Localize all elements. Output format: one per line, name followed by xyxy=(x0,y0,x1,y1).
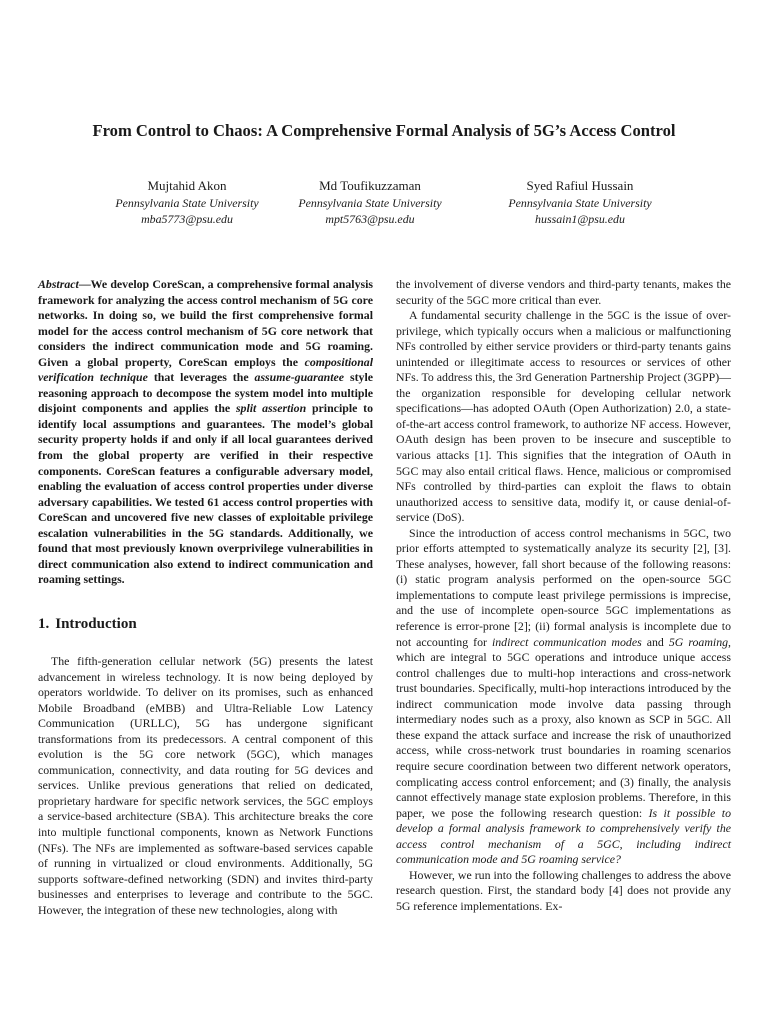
right-column xyxy=(396,277,731,914)
author-affiliation: Pennsylvania State University xyxy=(508,195,652,210)
abstract-text: —We develop CoreScan, a comprehensive formal analysis framework for analyzing the access control mechanism of 5G core networks. In doing so, we build the first comprehensive formal model for the access control mechanism of 5G core network that considers the indirect communication mode and 5G roaming. Given a global property, CoreScan employs the xyxy=(38,277,373,369)
author-name: Md Toufikuzzaman xyxy=(319,178,421,193)
abstract-label: Abstract xyxy=(38,277,79,291)
author-name: Syed Rafiul Hussain xyxy=(526,178,634,193)
emphasis-text: indirect communication modes xyxy=(491,634,642,649)
abstract-paragraph xyxy=(38,277,373,588)
body-text: and xyxy=(641,634,669,649)
author-email: mpt5763@psu.edu xyxy=(325,212,415,226)
body-paragraph: A fundamental security challenge in the 5GC is the issue of over-privilege, which typically occurs when a malicious or malfunctioning NFs controlled by either service providers or third-party tenants gains unintended or illegitimate access to resources or services of other NFs. To address this, the 3rd Generation Partnership Project (3GPP)— the organization responsible for developing cellular network specifications—has adopted OAuth (Open Authorization) 2.0, a state-of-the-art access control framework, to authorize NF access. However, OAuth design has been proven to be insecure and susceptible to various attacks [1]. This signifies that the integration of OAuth in 5GC may also entail critical flaws. Hence, malicious or compromised NFs controlled by third-parties can exploit the flaws to obtain unauthorized access to sensitive data, modify it, or cause denial-of-service (DoS). xyxy=(396,308,731,525)
body-text: , which are integral to 5GC operations and introduce unique access control challenges due to multi-hop interactions and cross-network trust boundaries. Specifically, multi-hop interactions introduced by the indirect communication mode involve data passing through intermediary nodes such as a proxy, also known as SCP in 5GC. All these expand the attack surface and increase the risk of unauthorized access, while cross-network trust boundaries in roaming scenarios require secure coordination between two different network operators, complicating access control enforcement; and (3) finally, the analysis cannot effectively manage state explosion problems. Therefore, in this paper, we pose the following research question: xyxy=(396,634,732,820)
abstract xyxy=(38,277,373,588)
body-paragraph xyxy=(396,526,731,868)
author-1 xyxy=(87,178,287,228)
emphasis-text: 5G roaming xyxy=(668,634,729,649)
author-affiliation: Pennsylvania State University xyxy=(115,195,259,210)
author-name: Mujtahid Akon xyxy=(147,178,227,193)
body-paragraph: However, we run into the following challenges to address the above research question. First, the standard body [4] does not provide any 5G reference implementations. Ex- xyxy=(396,867,731,913)
abstract-emphasis: split assertion xyxy=(235,401,307,416)
body-paragraph: The fifth-generation cellular network (5G) presents the latest advancement in wireless technology. It is now being deployed by operators worldwide. To deliver on its promises, such as enhanced Mobile Broadband (eMBB) and Ultra-Reliable Low Latency Communication (URLLC), 5G has undergone significant transformations from its predecessors. A central component of this evolution is the 5G core network (5GC), which manages communication, connectivity, and data routing for 5G devices and services. Unlike previous generations that relied on dedicated, proprietary hardware for specific network services, the 5GC employs a service-based architecture (SBA). This architecture breaks the core into multiple functional components, known as Network Functions (NFs). The NFs are implemented as software-based services capable of running in virtualized or cloud environments. Additionally, 5G supports software-defined networking (SDN) and invites third-party businesses and enterprises to leverage and contribute to the 5GC. However, the integration of these new technologies, along with xyxy=(38,654,373,917)
author-2 xyxy=(270,178,470,228)
author-affiliation: Pennsylvania State University xyxy=(298,195,442,210)
abstract-text: style reasoning approach to decompose the system model into multiple disjoint components and applies the xyxy=(38,370,373,416)
author-email: mba5773@psu.edu xyxy=(141,212,233,226)
paper-title: From Control to Chaos: A Comprehensive Formal Analysis of 5G’s Access Control xyxy=(92,121,676,140)
body-text: Since the introduction of access control mechanisms in 5GC, two prior efforts attempted to systematically analyze its security [2], [3]. These analyses, however, fall short because of the following reasons: (i) static program analysis performed on the open-source 5GC implementations to compute least privilege permissions is imprecise, and the use of incomplete open-source 5GC implementations as reference is error-prone [2]; (ii) formal analysis is incomplete due to not accounting for xyxy=(396,525,731,649)
author-email: hussain1@psu.edu xyxy=(535,212,625,226)
section-heading xyxy=(38,615,137,633)
abstract-emphasis: assume-guarantee xyxy=(254,370,345,385)
introduction-left-column xyxy=(38,654,373,918)
section-number: 1. xyxy=(38,616,50,632)
section-title: Introduction xyxy=(55,616,137,632)
abstract-text: principle to identify local assumptions and guarantees. The model’s global security property holds if and only if all local guarantees derived from the global property are verified in their respective components. CoreScan features a configurable adversary model, enabling the evaluation of access control properties under diverse adversary capabilities. We tested 61 access control properties with CoreScan and uncovered five new classes of exploitable privilege escalation vulnerabilities in the 5G standards. Additionally, we found that most previously known overprivilege vulnerabilities in direct communication also extend to indirect communication and roaming settings. xyxy=(38,401,373,587)
author-3 xyxy=(480,178,680,228)
research-question: Is it possible to develop a formal analysis framework to comprehensively verify the access control mechanism of a 5GC, including indirect communication mode and 5G roaming service? xyxy=(396,805,731,867)
abstract-emphasis: compositional verification technique xyxy=(38,354,373,385)
abstract-text: that leverages the xyxy=(147,370,255,385)
body-paragraph: the involvement of diverse vendors and third-party tenants, makes the security of the 5GC more critical than ever. xyxy=(396,277,731,307)
